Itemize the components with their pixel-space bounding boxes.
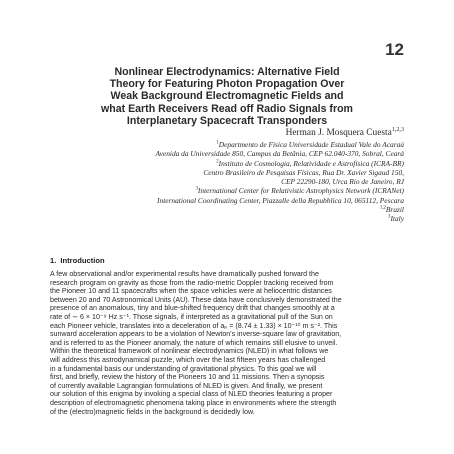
section-number: 1. [50,256,57,265]
body-line: Within the theoretical framework of nonlinear electrodynamics (NLED) in what follows we [50,347,329,356]
affiliation-line: $^{1,2}$Brazil [379,205,404,215]
title-line: Nonlinear Electrodynamics: Alternative Field [114,66,340,78]
title-line: Interplanetary Spacecraft Transponders [126,114,328,127]
title-line: what Earth Receivers Read off Radio Signals from [101,102,353,115]
body-line: sunward acceleration appears to be a violation of Newton's inverse-square law of gravitation, [50,330,342,339]
affiliation-line: $^3$Italy [388,214,404,224]
affiliation-line: $^3$International Center for Relativistic Astrophysics Network (ICRANet) [195,186,404,196]
body-line: first, and briefly, review the history of the Pioneers 10 and 11 missions. Then a synopsis [50,373,325,382]
author-block [64,128,404,224]
affiliation-line: Avenida da Universidade 850, Campus da Betânia, CEP 62.040-370, Sobral, Ceará [155,149,404,159]
body-line: presence of an anomalous, tiny and blue-shifted frequency drift that changes smoothly at a [50,304,335,313]
body-line: rate of ∼ 6 × 10⁻⁹ Hz s⁻¹. Those signals, if interpreted as a gravitational pull of the Sun on [50,312,333,321]
body-line: the Pioneer 10 and 11 spacecrafts when the space vehicles were at heliocentric distances [50,287,332,296]
chapter-number: 12 [385,40,404,59]
body-line: between 20 and 70 Astronomical Units (AU). These data have conclusively demonstrated the [50,295,342,304]
body-line: description of electromagnetic phenomena taking place in environments where the strength [50,398,337,407]
author-marks: 1,2,3 [391,126,404,133]
affiliation-line: Centro Brasileiro de Pesquisas Físicas, Rua Dr. Xavier Sigaud 150, [203,167,404,177]
section-title: Introduction [60,256,105,265]
chapter-title [40,66,414,127]
affiliation-line: International Coordinating Center, Piazzalle della Repubblica 10, 065112, Pescara [157,195,404,205]
body-line: in a fundamental basis our understanding of gravitational physics. To this goal we will [50,364,317,373]
affiliation-line: CEP 22290-180, Urca Rio de Janeiro, RJ [281,177,404,187]
body-line: of currently available Lagrangian formulations of NLED is given. And finally, we present [50,381,323,390]
body-line: of the (electro)magnetic fields in the background is decidedly low. [50,407,255,416]
body-line: each Pioneer vehicle, translates into a deceleration of aₚ = (8.74 ± 1.33) × 10⁻¹⁰ m s⁻². This [50,321,338,330]
body-line: research program on gravity as those from the radio-metric Doppler tracking received from [50,278,334,287]
section-heading [50,256,105,265]
body-line: A few observational and/or experimental results have dramatically pushed forward the [50,270,319,278]
author-name: Herman J. Mosquera Cuesta$^{1,2,3}$ [285,126,404,138]
title-line: Weak Background Electromagnetic Fields and [110,90,344,103]
body-line: and is referred to as the Pioneer anomaly, the nature of which remains still elusive to unveil. [50,338,338,347]
affiliation-line: $^2$Instituto de Cosmologia, Relatividade e Astrofísica (ICRA-BR) [216,158,404,168]
body-paragraph [50,270,410,416]
affiliation-line: $^1$Departmento de Física Universidade Estadual Vale do Acaraú [216,140,404,149]
title-line: Theory for Featuring Photon Propagation Over [109,78,345,91]
body-line: will address this astrodynamical puzzle, which over the last fifteen years has challenged [50,355,326,364]
body-line: our solution of this enigma by invoking a special class of NLED theories featuring a proper [50,390,333,399]
